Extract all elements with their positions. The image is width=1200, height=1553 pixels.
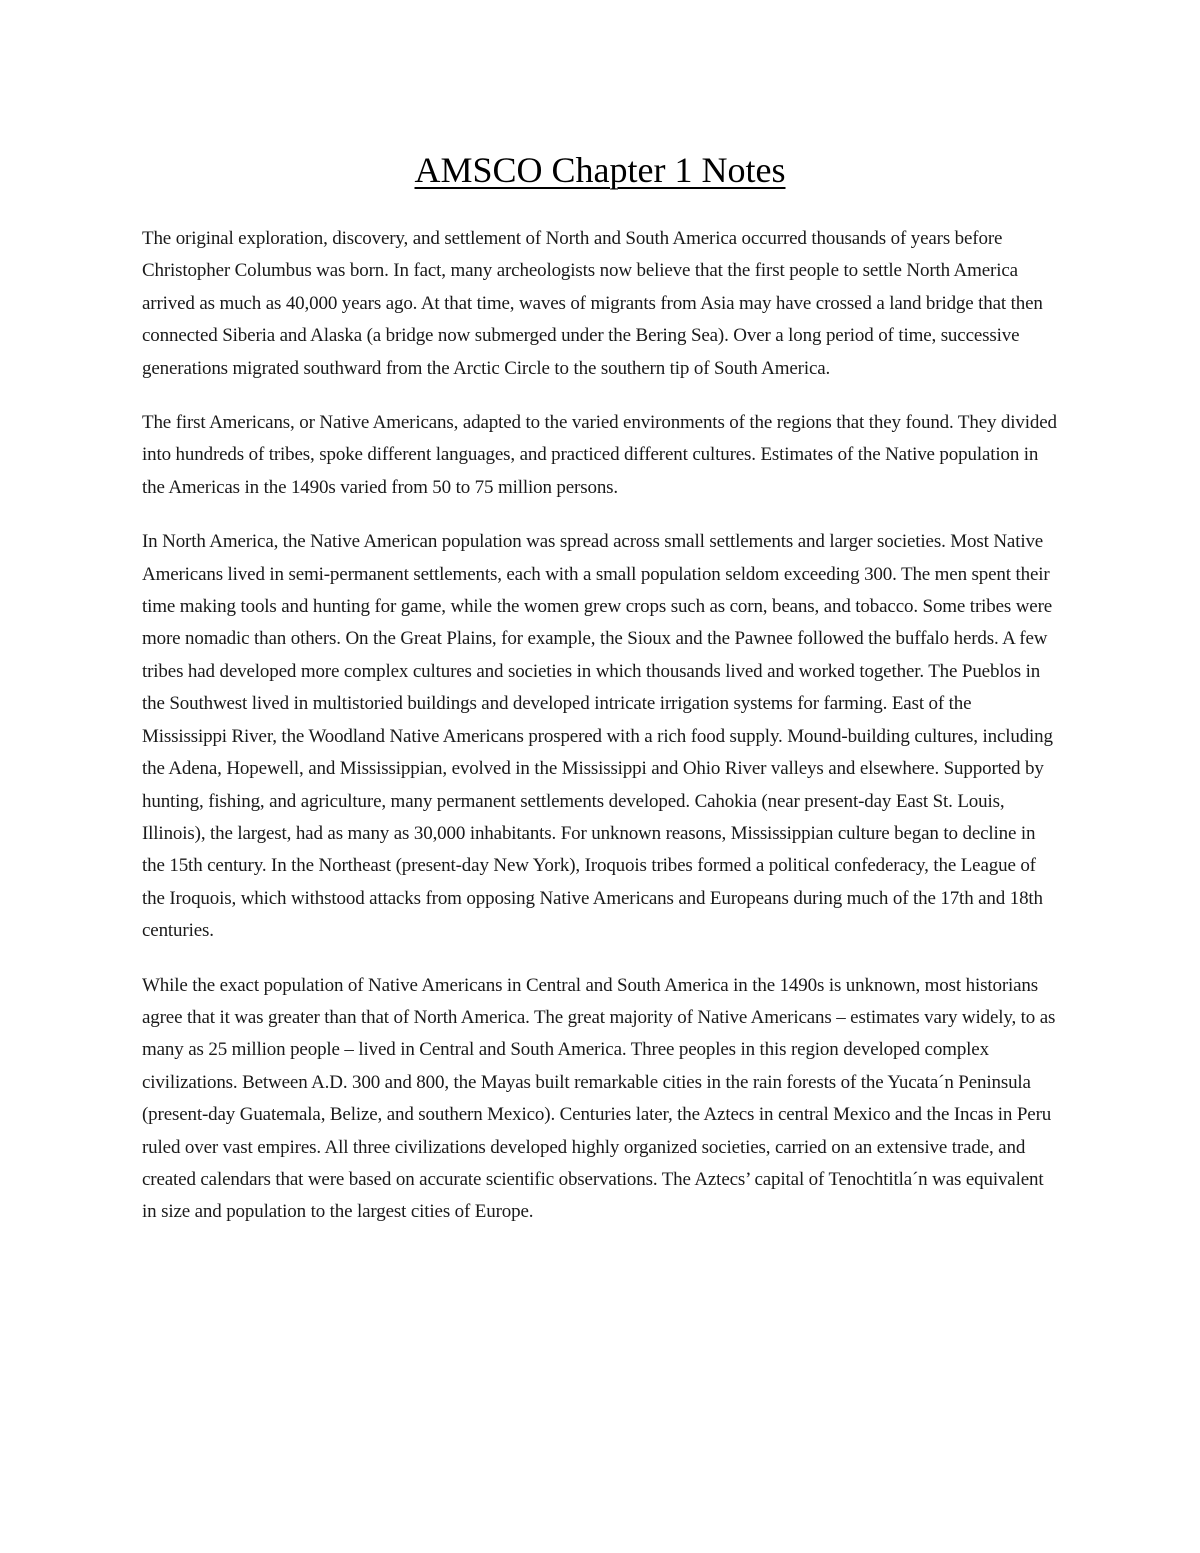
page-title: AMSCO Chapter 1 Notes <box>414 150 786 190</box>
paragraph-north-america: In North America, the Native American population was spread across small settlements and larger societies. Most Native Americans lived in semi-permanent settlements, each with a small population seldom exceeding 300. The men spent their time making tools and hunting for game, while the women grew crops such as corn, beans, and tobacco. Some tribes were more nomadic than others. On the Great Plains, for example, the Sioux and the Pawnee followed the buffalo herds. A few tribes had developed more complex cultures and societies in which thousands lived and worked together. The Pueblos in the Southwest lived in multistoried buildings and developed intricate irrigation systems for farming. East of the Mississippi River, the Woodland Native Americans prospered with a rich food supply. Mound-building cultures, including the Adena, Hopewell, and Mississippian, evolved in the Mississippi and Ohio River valleys and elsewhere. Supported by hunting, fishing, and agriculture, many permanent settlements developed. Cahokia (near present-day East St. Louis, Illinois), the largest, had as many as 30,000 inhabitants. For unknown reasons, Mississippian culture began to decline in the 15th century. In the Northeast (present-day New York), Iroquois tribes formed a political confederacy, the League of the Iroquois, which withstood attacks from opposing Native Americans and Europeans during much of the 17th and 18th centuries. <box>142 531 1053 942</box>
paragraph-first-americans: The first Americans, or Native Americans, adapted to the varied environments of the regions that they found. They divided into hundreds of tribes, spoke different languages, and practiced different cultures. Estimates of the Native population in the Americas in the 1490s varied from 50 to 75 million persons. <box>142 412 1057 498</box>
paragraph-central-south-america: While the exact population of Native Americans in Central and South America in the 1490s is unknown, most historians agree that it was greater than that of North America. The great majority of Native Americans – estimates vary widely, to as many as 25 million people – lived in Central and South America. Three peoples in this region developed complex civilizations. Between A.D. 300 and 800, the Mayas built remarkable cities in the rain forests of the Yucata´n Peninsula (present-day Guatemala, Belize, and southern Mexico). Centuries later, the Aztecs in central Mexico and the Incas in Peru ruled over vast empires. All three civilizations developed highly organized societies, carried on an extensive trade, and created calendars that were based on accurate scientific observations. The Aztecs’ capital of Tenochtitla´n was equivalent in size and population to the largest cities of Europe. <box>142 974 1056 1223</box>
paragraph-exploration: The original exploration, discovery, and settlement of North and South America occurred thousands of years before Christopher Columbus was born. In fact, many archeologists now believe that the first people to settle North America arrived as much as 40,000 years ago. At that time, waves of migrants from Asia may have crossed a land bridge that then connected Siberia and Alaska (a bridge now submerged under the Bering Sea). Over a long period of time, successive generations migrated southward from the Arctic Circle to the southern tip of South America. <box>142 228 1043 379</box>
document-body <box>142 223 1059 1251</box>
